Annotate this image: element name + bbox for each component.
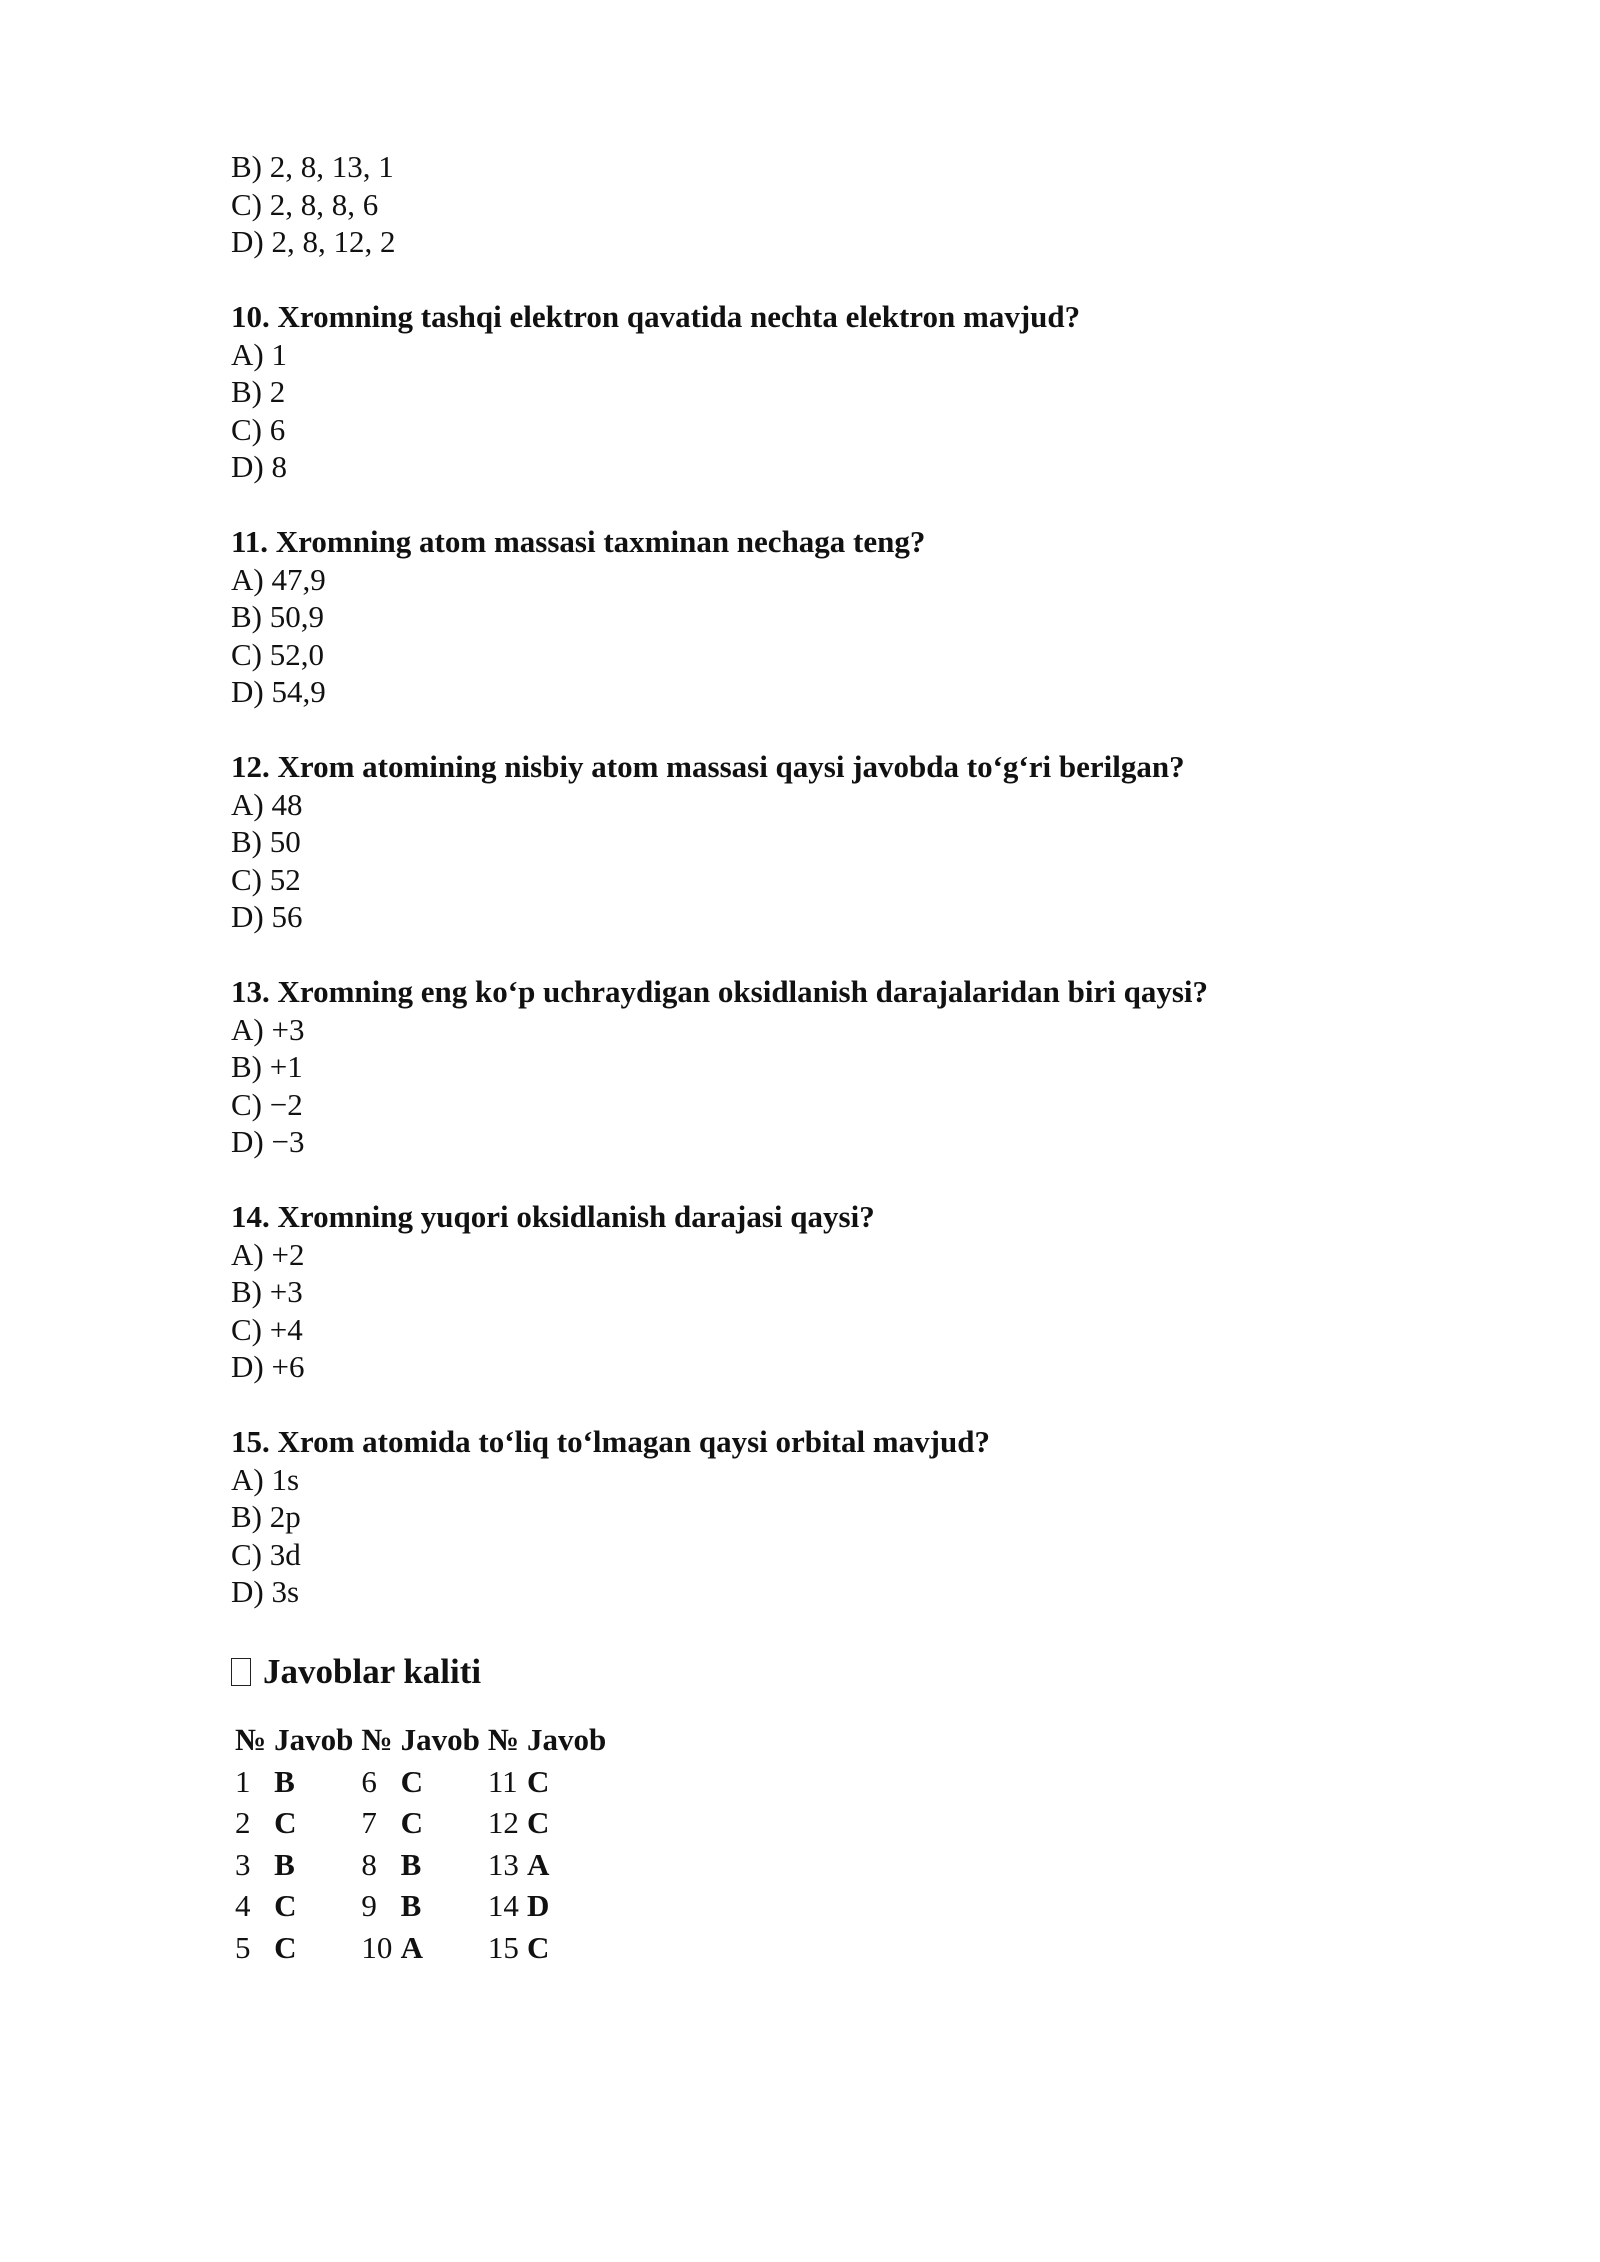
table-row: [231, 1886, 610, 1928]
option: D) 54,9: [231, 674, 326, 709]
table-cell: C: [274, 1805, 297, 1841]
table-row: [231, 1803, 610, 1845]
column-header: №: [235, 1722, 267, 1758]
table-cell: C: [274, 1888, 297, 1924]
table-cell: 6: [361, 1763, 377, 1799]
option: D) 3s: [231, 1574, 300, 1609]
column-header: Javob: [526, 1722, 607, 1758]
question-12: [231, 748, 1381, 936]
table-cell: 1: [235, 1763, 251, 1799]
question-title: 14. Xromning yuqori oksidlanish darajasi qaysi?: [231, 1199, 875, 1234]
table-cell: 4: [235, 1888, 251, 1924]
table-cell: 12: [487, 1805, 519, 1841]
option: A) 48: [231, 786, 303, 822]
question-11: [231, 523, 1381, 711]
option: A) 1: [231, 336, 287, 372]
question-10: [231, 298, 1381, 486]
option: A) +2: [231, 1236, 305, 1272]
table-cell: 5: [235, 1929, 251, 1965]
option: B) +1: [231, 1049, 303, 1084]
answer-key-heading: [231, 1648, 1381, 1696]
table-cell: A: [400, 1929, 423, 1965]
option: B) 2: [231, 374, 286, 409]
table-cell: 11: [487, 1763, 518, 1799]
option: D) +6: [231, 1349, 305, 1384]
question-title: 13. Xromning eng ko‘p uchraydigan oksidlanish darajalaridan biri qaysi?: [231, 974, 1209, 1009]
table-cell: 3: [235, 1846, 251, 1882]
table-row: [231, 1761, 610, 1803]
table-cell: 15: [487, 1929, 519, 1965]
option: C) 2, 8, 8, 6: [231, 186, 379, 222]
table-cell: 10: [361, 1929, 393, 1965]
option: B) 2, 8, 13, 1: [231, 149, 394, 184]
leading-options: [231, 148, 1381, 261]
question-title: 15. Xrom atomida to‘liq to‘lmagan qaysi orbital mavjud?: [231, 1424, 990, 1459]
table-header-row: [231, 1720, 610, 1762]
option: A) +3: [231, 1011, 305, 1047]
option: C) −2: [231, 1086, 303, 1122]
option: B) 50: [231, 824, 301, 859]
table-cell: B: [274, 1846, 295, 1882]
option: D) 8: [231, 449, 287, 484]
table-cell: B: [400, 1846, 422, 1882]
table-row: [231, 1927, 610, 1969]
column-header: Javob: [274, 1722, 354, 1758]
option: B) 50,9: [231, 599, 324, 634]
column-header: Javob: [400, 1722, 480, 1758]
option: A) 1s: [231, 1461, 300, 1497]
table-cell: 14: [487, 1888, 519, 1924]
table-row: [231, 1844, 610, 1886]
document-page: [231, 148, 1381, 1969]
table-cell: 13: [487, 1846, 519, 1882]
question-title: 10. Xromning tashqi elektron qavatida nechta elektron mavjud?: [231, 299, 1081, 334]
question-title: 12. Xrom atomining nisbiy atom massasi qaysi javobda to‘g‘ri berilgan?: [231, 749, 1185, 784]
table-cell: B: [274, 1763, 295, 1799]
table-cell: C: [526, 1763, 550, 1799]
option: C) +4: [231, 1311, 303, 1347]
table-cell: C: [526, 1929, 550, 1965]
table-cell: C: [274, 1929, 297, 1965]
table-cell: B: [400, 1888, 422, 1924]
answer-key-table: [231, 1720, 610, 1969]
table-cell: A: [526, 1846, 550, 1882]
table-cell: C: [526, 1805, 550, 1841]
option: C) 6: [231, 411, 286, 447]
option: C) 52,0: [231, 636, 324, 672]
missing-glyph-icon: [231, 1658, 251, 1686]
table-cell: C: [400, 1763, 423, 1799]
option: A) 47,9: [231, 561, 326, 597]
option: B) +3: [231, 1274, 303, 1309]
column-header: №: [487, 1722, 519, 1758]
table-cell: 9: [361, 1888, 377, 1924]
question-13: [231, 973, 1381, 1161]
table-cell: 7: [361, 1805, 377, 1841]
column-header: №: [361, 1722, 393, 1758]
question-15: [231, 1423, 1381, 1611]
table-cell: 2: [235, 1805, 251, 1841]
table-cell: D: [526, 1888, 550, 1924]
answer-key-title: Javoblar kaliti: [263, 1651, 482, 1691]
option: D) 2, 8, 12, 2: [231, 224, 396, 259]
option: D) −3: [231, 1124, 305, 1159]
option: C) 52: [231, 861, 301, 897]
option: C) 3d: [231, 1536, 301, 1572]
question-14: [231, 1198, 1381, 1386]
table-cell: C: [400, 1805, 423, 1841]
option: D) 56: [231, 899, 303, 934]
question-title: 11. Xromning atom massasi taxminan nechaga teng?: [231, 524, 926, 559]
table-cell: 8: [361, 1846, 377, 1882]
option: B) 2p: [231, 1499, 301, 1534]
